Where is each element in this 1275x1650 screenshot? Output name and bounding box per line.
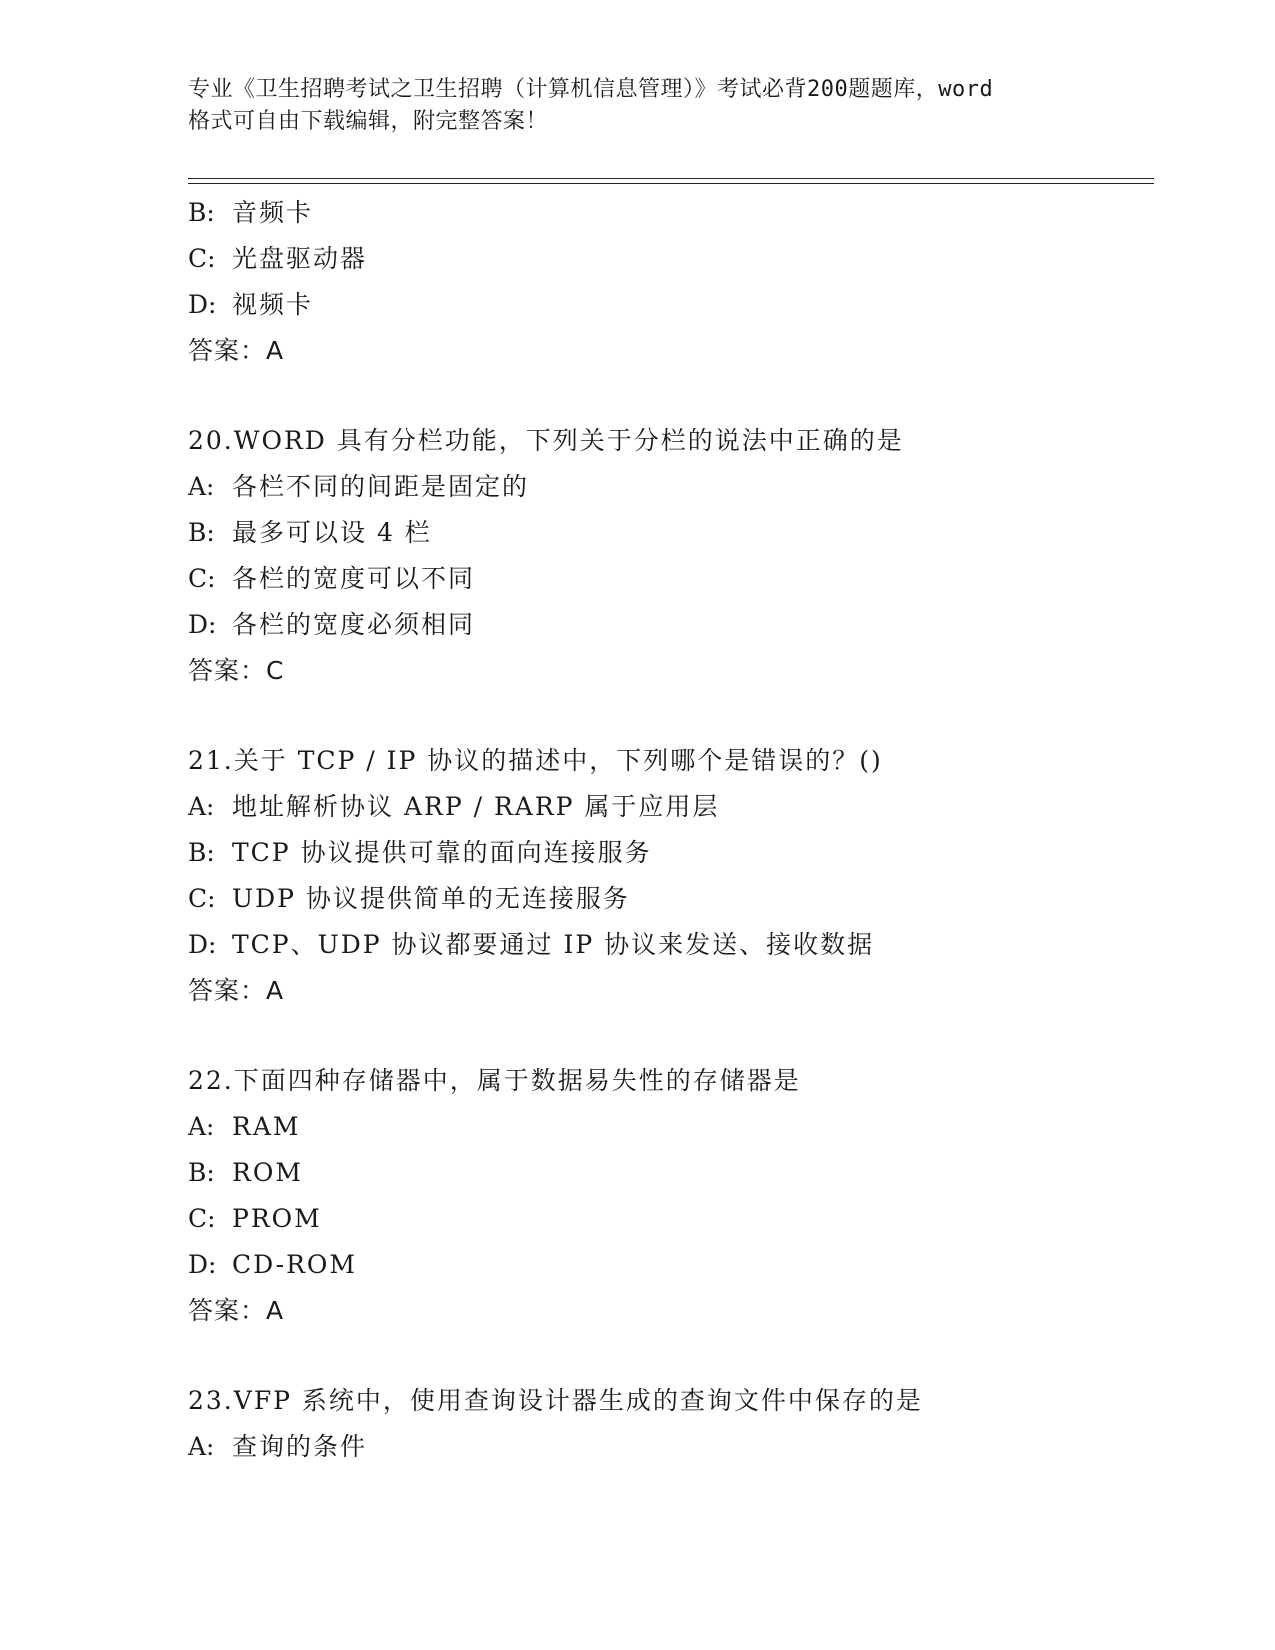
answer-line: 答案：C: [188, 656, 285, 685]
header-divider-bottom: [188, 183, 1154, 184]
option-text: 各栏不同的间距是固定的: [232, 472, 530, 501]
option-line: [188, 1150, 1148, 1196]
option-letter: A:: [188, 1432, 215, 1461]
option-text: PROM: [232, 1204, 322, 1233]
question-stem: 20.WORD 具有分栏功能，下列关于分栏的说法中正确的是: [188, 426, 904, 455]
option-letter: D:: [188, 1250, 217, 1279]
carryover-block: [188, 190, 1148, 374]
option-letter: B:: [188, 1158, 215, 1187]
option-text: 查询的条件: [232, 1432, 368, 1461]
option-line: [188, 464, 1148, 510]
header-line-1: 专业《卫生招聘考试之卫生招聘（计算机信息管理）》考试必背200题题库，word: [188, 77, 994, 102]
option-text: 地址解析协议 ARP / RARP 属于应用层: [232, 792, 720, 821]
question-block: [188, 1378, 1148, 1470]
option-line: [188, 922, 1148, 968]
option-line: [188, 1242, 1148, 1288]
option-line: [188, 602, 1148, 648]
option-letter: A:: [188, 1112, 215, 1141]
option-letter: B:: [188, 198, 215, 227]
option-letter: C:: [188, 244, 216, 273]
option-text: 各栏的宽度必须相同: [232, 610, 476, 639]
option-text: 最多可以设 4 栏: [232, 518, 432, 547]
option-text: CD-ROM: [232, 1250, 358, 1279]
option-line: [188, 1424, 1148, 1470]
option-text: RAM: [232, 1112, 301, 1141]
answer-line: 答案：A: [188, 976, 285, 1005]
question-stem: 22.下面四种存储器中，属于数据易失性的存储器是: [188, 1066, 801, 1095]
option-letter: D:: [188, 290, 217, 319]
option-text: UDP 协议提供简单的无连接服务: [232, 884, 630, 913]
option-text: ROM: [232, 1158, 303, 1187]
option-letter: C:: [188, 564, 216, 593]
option-line: [188, 510, 1148, 556]
option-line: [188, 190, 1148, 236]
question-list: [188, 190, 1148, 1470]
question-block: [188, 1058, 1148, 1334]
question-stem: 21.关于 TCP / IP 协议的描述中，下列哪个是错误的？(): [188, 746, 883, 775]
option-line: [188, 236, 1148, 282]
option-text: 音频卡: [232, 198, 314, 227]
answer-line: 答案：A: [188, 1296, 285, 1325]
option-line: [188, 282, 1148, 328]
header-line-2: 格式可自由下载编辑，附完整答案！: [188, 109, 549, 134]
option-letter: A:: [188, 472, 215, 501]
option-letter: D:: [188, 610, 217, 639]
header-divider-top: [188, 178, 1154, 179]
option-letter: B:: [188, 838, 215, 867]
answer-line: 答案：A: [188, 336, 285, 365]
option-letter: C:: [188, 884, 216, 913]
option-text: 各栏的宽度可以不同: [232, 564, 476, 593]
option-text: 光盘驱动器: [232, 244, 368, 273]
option-line: [188, 1104, 1148, 1150]
option-line: [188, 876, 1148, 922]
option-line: [188, 556, 1148, 602]
question-stem: 23.VFP 系统中，使用查询设计器生成的查询文件中保存的是: [188, 1386, 923, 1415]
document-header: [188, 74, 1088, 138]
option-line: [188, 784, 1148, 830]
option-text: 视频卡: [232, 290, 314, 319]
option-line: [188, 830, 1148, 876]
option-letter: A:: [188, 792, 215, 821]
option-text: TCP 协议提供可靠的面向连接服务: [232, 838, 652, 867]
option-line: [188, 1196, 1148, 1242]
question-block: [188, 418, 1148, 694]
option-letter: C:: [188, 1204, 216, 1233]
option-letter: D:: [188, 930, 217, 959]
option-letter: B:: [188, 518, 215, 547]
question-block: [188, 738, 1148, 1014]
option-text: TCP、UDP 协议都要通过 IP 协议来发送、接收数据: [232, 930, 875, 959]
